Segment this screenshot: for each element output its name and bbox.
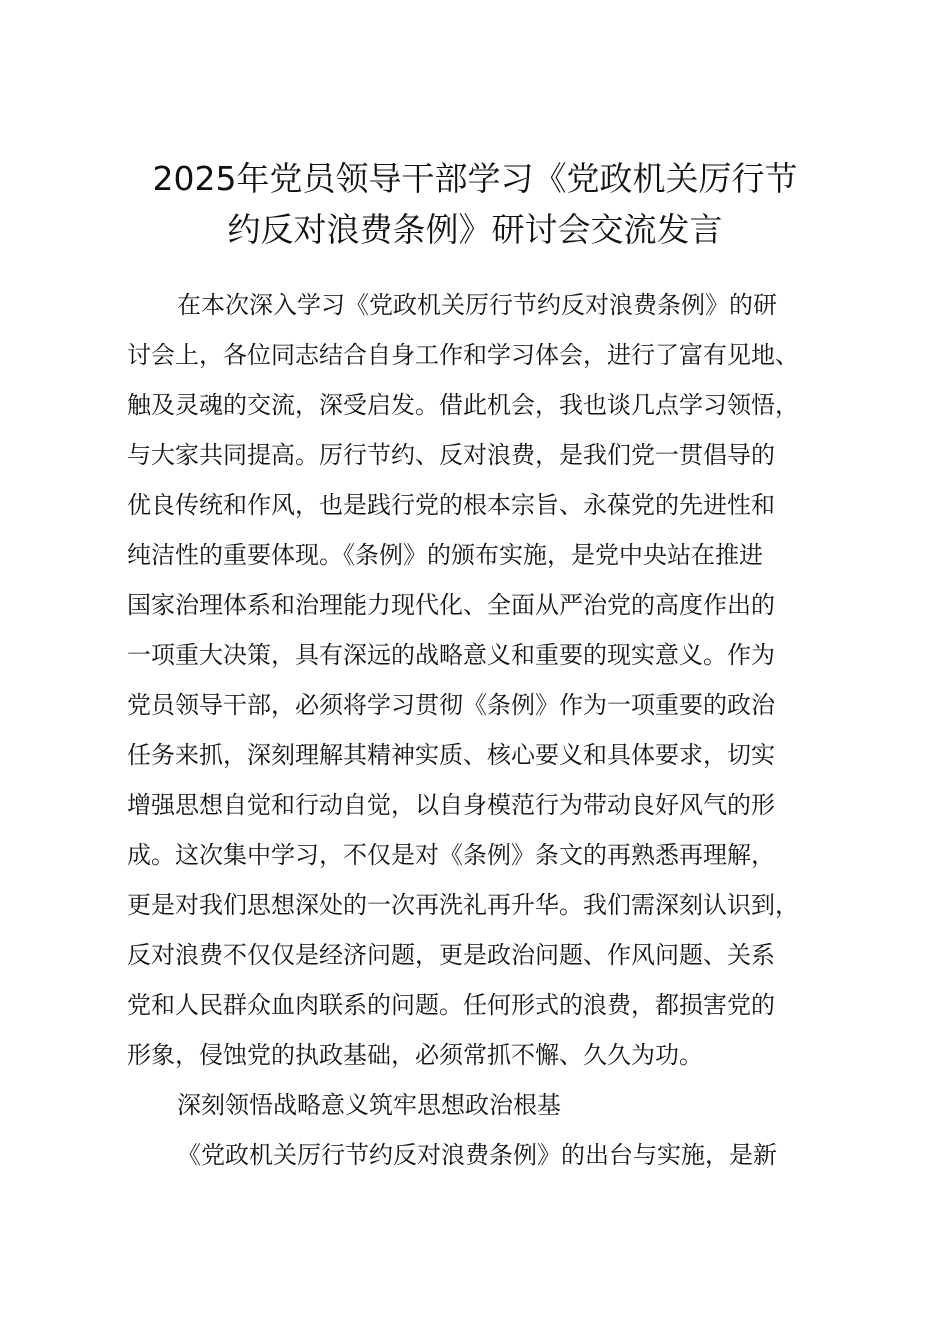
paragraph-1-line-1: 在本次深入学习《党政机关厉行节约反对浪费条例》的研 <box>177 291 777 319</box>
paragraph-1-line-6: 纯洁性的重要体现。《条例》的颁布实施，是党中央站在推进 <box>127 541 763 569</box>
paragraph-1-line-12: 成。这次集中学习，不仅是对《条例》条文的再熟悉再理解， <box>127 841 775 869</box>
document-title-line-1: 2025年党员领导干部学习《党政机关厉行节 <box>152 159 798 198</box>
paragraph-1-line-3: 触及灵魂的交流，深受启发。借此机会，我也谈几点学习领悟， <box>127 391 799 419</box>
paragraph-1-line-4: 与大家共同提高。厉行节约、反对浪费，是我们党一贯倡导的 <box>127 441 775 469</box>
paragraph-1-line-16: 形象，侵蚀党的执政基础，必须常抓不懈、久久为功。 <box>127 1041 703 1069</box>
paragraph-2-line-1: 《党政机关厉行节约反对浪费条例》的出台与实施，是新 <box>177 1141 777 1169</box>
document-title-line-2: 约反对浪费条例》研讨会交流发言 <box>227 210 723 249</box>
paragraph-1-line-14: 反对浪费不仅仅是经济问题，更是政治问题、作风问题、关系 <box>127 941 775 969</box>
paragraph-1-line-5: 优良传统和作风，也是践行党的根本宗旨、永葆党的先进性和 <box>127 491 775 519</box>
paragraph-1-line-8: 一项重大决策，具有深远的战略意义和重要的现实意义。作为 <box>127 641 775 669</box>
paragraph-1-line-13: 更是对我们思想深处的一次再洗礼再升华。我们需深刻认识到， <box>127 891 799 919</box>
paragraph-1-line-7: 国家治理体系和治理能力现代化、全面从严治党的高度作出的 <box>127 591 775 619</box>
section-heading: 深刻领悟战略意义筑牢思想政治根基 <box>177 1091 561 1119</box>
document-body <box>127 280 867 1180</box>
paragraph-1-line-10: 任务来抓，深刻理解其精神实质、核心要义和具体要求，切实 <box>127 741 775 769</box>
paragraph-1-line-15: 党和人民群众血肉联系的问题。任何形式的浪费，都损害党的 <box>127 991 775 1019</box>
paragraph-1-line-2: 讨会上，各位同志结合自身工作和学习体会，进行了富有见地、 <box>127 341 799 369</box>
paragraph-1-line-9: 党员领导干部，必须将学习贯彻《条例》作为一项重要的政治 <box>127 691 775 719</box>
paragraph-1-line-11: 增强思想自觉和行动自觉，以自身模范行为带动良好风气的形 <box>127 791 775 819</box>
